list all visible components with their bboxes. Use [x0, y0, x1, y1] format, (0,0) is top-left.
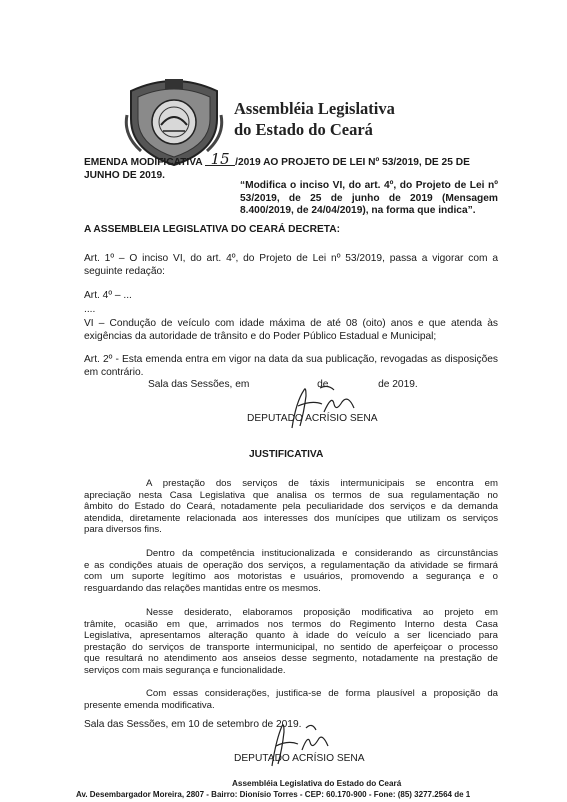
institution-name-line2: do Estado do Ceará [234, 120, 373, 139]
ementa-line: 8.400/2019, de 24/04/2019), na forma que indica”. [240, 205, 476, 217]
article-4-ref: Art. 4º – ... [84, 290, 132, 301]
title-rest: /2019 AO PROJETO DE LEI Nº 53/2019, DE 25 DE [235, 157, 470, 168]
article-2-line: em contrário. [84, 366, 144, 378]
paragraph-line: atendida, diretamente relacionada aos interesses dos munícipes que utilizam os serviços [84, 512, 498, 524]
document-title [84, 150, 494, 182]
paragraph-line: Nesse desiderato, elaboramos proposição modificativa ao projeto em [146, 607, 498, 618]
justification-heading: JUSTIFICATIVA [249, 449, 324, 460]
justification-paragraph-1 [84, 478, 498, 536]
decree-statement: A ASSEMBLEIA LEGISLATIVA DO CEARÁ DECRETA: [84, 224, 341, 235]
paragraph-line: prestação do serviços de transporte intermunicipal, no sentido de aperfeiçoar o processo [84, 641, 498, 653]
paragraph-line: apreciação nesta Casa Legislativa que analisa os termos de sua regulamentação no [84, 489, 498, 501]
justification-paragraph-4 [84, 688, 498, 711]
footer-institution: Assembléia Legislativa do Estado do Ceará [232, 779, 402, 788]
paragraph-line: Dentro da competência institucionalizada e considerando as circunstâncias [146, 548, 498, 559]
article-1-line: Art. 1º – O inciso VI, do art. 4º, do Projeto de Lei nº 53/2019, passa a vigorar com a [84, 253, 498, 264]
session-date-mid: de [317, 379, 329, 390]
article-1-line: seguinte redação: [84, 265, 165, 277]
article-2-line: Art. 2º - Esta emenda entra em vigor na data da sua publicação, revogadas as disposições [84, 354, 498, 365]
title-line2: JUNHO DE 2019. [84, 169, 165, 181]
paragraph-line: e as condições atuais de operação dos serviços, a regulamentação da atividade se firmará [84, 559, 498, 571]
paragraph-line: A prestação dos serviços de táxis intermunicipais se encontra em [146, 478, 498, 489]
paragraph-line: para diversos fins. [84, 524, 162, 536]
inciso-vi-line: VI – Condução de veículo com idade máxima de até 08 (oito) anos e que atenda às [84, 318, 498, 329]
session-date-end: de 2019. [378, 379, 418, 390]
paragraph-line: com um suporte legítimo aos motoristas e usuários, promovendo a segurança e o [84, 571, 498, 583]
title-prefix: EMENDA MODIFICATIVA [84, 157, 203, 168]
justification-paragraph-2 [84, 548, 498, 594]
footer-address: Av. Desembargador Moreira, 2807 - Bairro: Dionísio Torres - CEP: 60.170-900 - Fone: (85) 3277.2564 de 1 [76, 790, 471, 799]
paragraph-line: resguardando das relações mantidas entre os mesmos. [84, 582, 321, 594]
session-date-line-2: Sala das Sessões, em 10 de setembro de 2019. [84, 719, 302, 730]
ementa [240, 180, 498, 218]
signatory-name-1: DEPUTADO ACRÍSIO SENA [247, 413, 378, 424]
ementa-line: “Modifica o inciso VI, do art. 4º, do Projeto de Lei nº [240, 180, 498, 191]
article-1 [84, 253, 498, 278]
inciso-vi [84, 318, 498, 343]
article-2 [84, 354, 498, 379]
paragraph-line: Legislativa, apresentamos alteração quanto à idade do veículo a ser licenciado para [84, 630, 498, 642]
ementa-line: 53/2019, de 25 de junho de 2019 (Mensagem [240, 192, 498, 204]
paragraph-line: âmbito do Estado do Ceará, notadamente pela peculiaridade dos serviços e da demanda [84, 501, 498, 513]
paragraph-line: trâmite, ocasião em que, arrimados nos termos do Regimento Interno desta Casa [84, 618, 498, 630]
ellipsis: .... [84, 304, 96, 315]
session-date-start: Sala das Sessões, em [148, 379, 250, 390]
handwritten-amendment-number: 15 [205, 154, 235, 166]
paragraph-line: presente emenda modificativa. [84, 699, 215, 711]
justification-paragraph-3 [84, 607, 498, 677]
paragraph-line: que resultará no atendimento aos anseios desse segmento, notadamente na prestação de [84, 653, 498, 665]
inciso-vi-line: exigências da autoridade de trânsito e do Poder Público Estadual e Municipal; [84, 330, 437, 342]
paragraph-line: serviços com mais segurança e funcionalidade. [84, 664, 286, 676]
signatory-name-2: DEPUTADO ACRÍSIO SENA [234, 753, 365, 764]
paragraph-line: Com essas considerações, justifica-se de forma plausível a proposição da [146, 688, 498, 699]
institution-header [234, 98, 395, 140]
institution-name-line1: Assembléia Legislativa [234, 99, 395, 118]
